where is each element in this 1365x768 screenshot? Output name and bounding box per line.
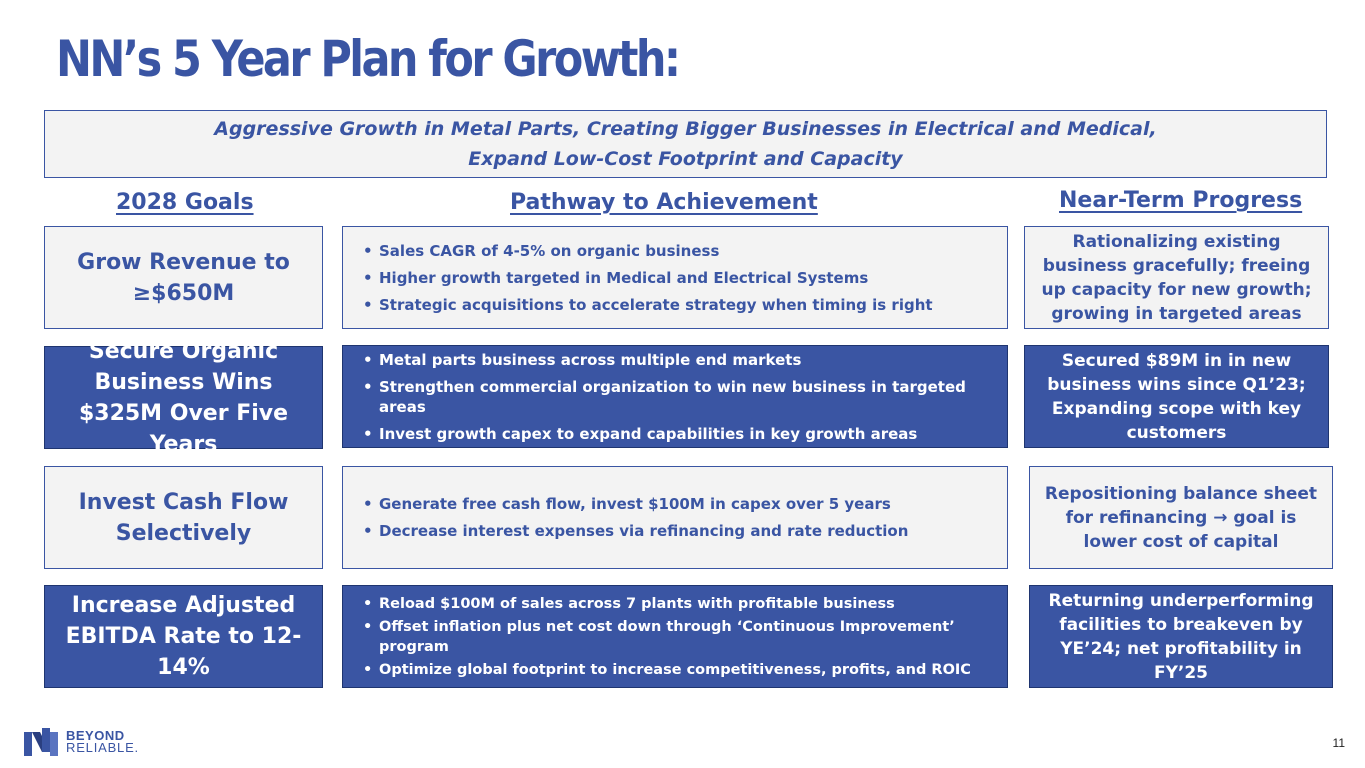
nn-logo-icon — [24, 728, 62, 756]
progress-box-organic-wins — [1024, 345, 1329, 448]
progress-header: Near-Term Progress — [1059, 188, 1303, 213]
pathway-box-ebitda — [342, 585, 1008, 688]
progress-text: Secured $89M in in new business wins since Q1’23; Expanding scope with key customers — [1047, 350, 1306, 443]
goal-text: Grow Revenue to ≥$650M — [77, 249, 290, 306]
goals-header: 2028 Goals — [116, 190, 254, 215]
pathway-box-organic-wins — [342, 345, 1008, 448]
pathway-item: • Generate free cash flow, invest $100M in capex over 5 years — [361, 494, 997, 514]
goal-box-organic-wins — [44, 338, 323, 457]
logo-wordmark — [66, 730, 139, 754]
progress-box-cash-flow — [1029, 466, 1333, 569]
progress-box-revenue — [1024, 226, 1329, 329]
goal-box-cash-flow — [44, 466, 323, 569]
pathway-item: • Metal parts business across multiple end markets — [361, 350, 997, 370]
slide-title: NN’s 5 Year Plan for Growth: — [56, 30, 679, 88]
pathway-item: • Offset inflation plus net cost down through ‘Continuous Improvement’ program — [361, 617, 997, 657]
progress-text: Returning underperforming facilities to breakeven by YE’24; net profitability in FY’25 — [1048, 590, 1314, 683]
pathway-item: • Reload $100M of sales across 7 plants with profitable business — [361, 594, 997, 614]
logo-line-2: RELIABLE. — [66, 740, 139, 755]
goal-box-ebitda — [44, 585, 323, 688]
pathway-item: • Strengthen commercial organization to win new business in targeted areas — [361, 377, 997, 417]
goal-text: Secure Organic Business Wins $325M Over Five Years — [78, 338, 289, 457]
pathway-item: • Optimize global footprint to increase competitiveness, profits, and ROIC — [361, 660, 997, 680]
progress-text: Repositioning balance sheet for refinancing → goal is lower cost of capital — [1044, 483, 1318, 552]
banner-line-2: Expand Low-Cost Footprint and Capacity — [468, 148, 903, 170]
progress-box-ebitda — [1029, 585, 1333, 688]
pathway-item: • Strategic acquisitions to accelerate strategy when timing is right — [361, 295, 997, 315]
pathway-list — [361, 343, 997, 451]
pathway-item: • Decrease interest expenses via refinancing and rate reduction — [361, 521, 997, 541]
pathway-list — [361, 234, 997, 322]
pathway-header: Pathway to Achievement — [510, 190, 818, 215]
goal-text: Invest Cash Flow Selectively — [78, 489, 289, 546]
pathway-item: • Sales CAGR of 4-5% on organic business — [361, 241, 997, 261]
pathway-item: • Higher growth targeted in Medical and Electrical Systems — [361, 268, 997, 288]
strategy-banner — [44, 110, 1327, 178]
goal-text: Increase Adjusted EBITDA Rate to 12-14% — [65, 593, 302, 680]
progress-text: Rationalizing existing business gracefully; freeing up capacity for new growth; growing in targeted areas — [1041, 231, 1312, 324]
company-logo — [24, 728, 139, 756]
logo-line-1: BEYOND — [66, 728, 125, 743]
banner-line-1: Aggressive Growth in Metal Parts, Creating Bigger Businesses in Electrical and Medical, — [214, 118, 1157, 140]
pathway-list — [361, 487, 997, 548]
page-number: 11 — [1332, 736, 1345, 750]
pathway-box-cash-flow — [342, 466, 1008, 569]
goal-box-revenue — [44, 226, 323, 329]
pathway-item: • Invest growth capex to expand capabilities in key growth areas — [361, 424, 997, 444]
pathway-box-revenue — [342, 226, 1008, 329]
pathway-list — [361, 591, 997, 683]
